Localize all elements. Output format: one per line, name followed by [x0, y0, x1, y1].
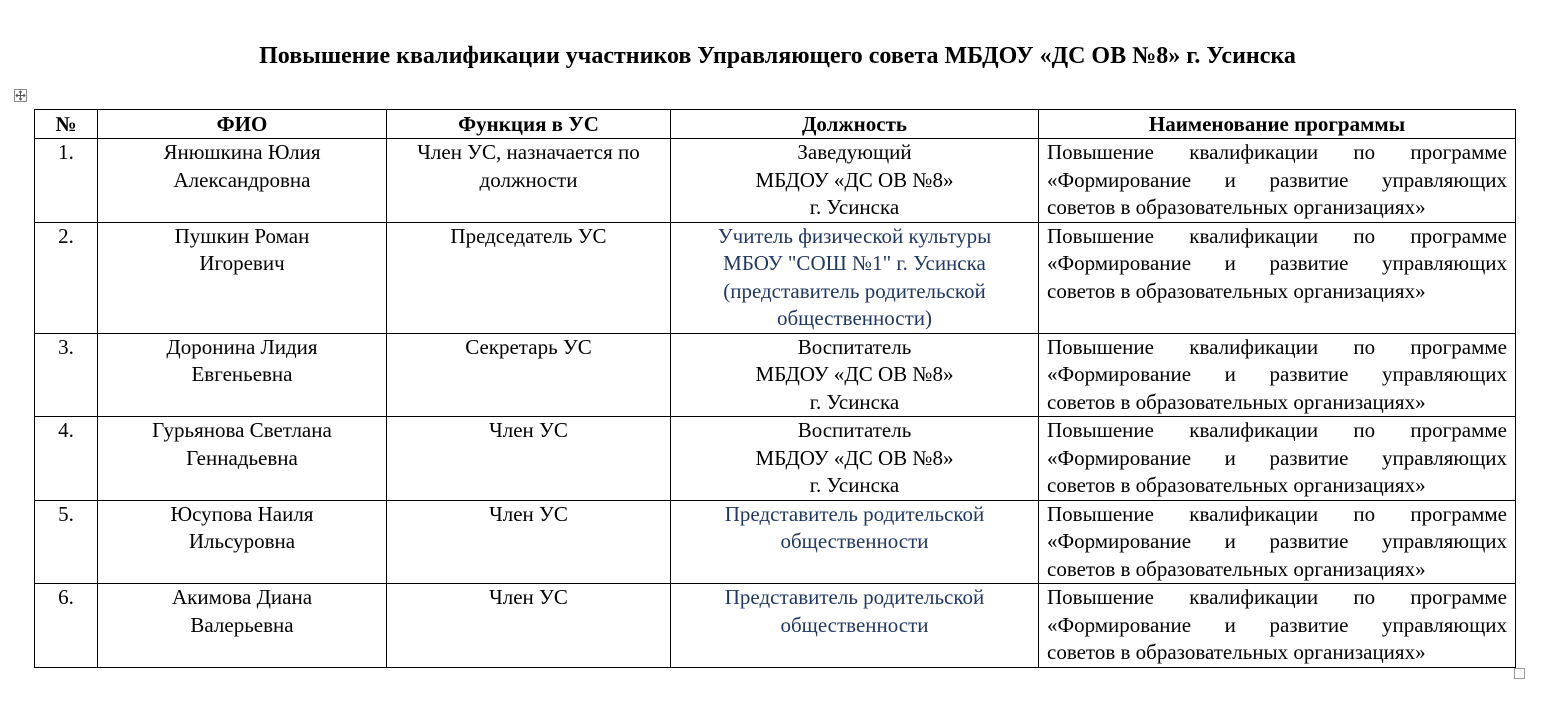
position-line: г. Усинска	[809, 195, 900, 219]
document-title: Повышение квалификации участников Управляющего совета МБДОУ «ДС ОВ №8» г. Усинска	[259, 43, 1296, 69]
members-table	[34, 109, 1516, 668]
fio-cell	[98, 417, 387, 501]
program-line: Повышение квалификации по программе	[1047, 140, 1507, 164]
program-cell	[1039, 500, 1516, 584]
position-line: МБДОУ «ДС ОВ №8»	[755, 445, 954, 470]
program-line: Повышение квалификации по программе	[1047, 585, 1507, 609]
function-cell	[387, 139, 671, 223]
fio-cell	[98, 584, 387, 668]
program-cell	[1039, 139, 1516, 223]
fio-line: Игоревич	[199, 251, 285, 275]
fio-cell	[98, 139, 387, 223]
position-line: общественности	[780, 529, 929, 553]
program-line: Повышение квалификации по программе	[1047, 418, 1507, 442]
row-number-cell: 5.	[35, 500, 98, 584]
program-line: «Формирование и развитие управляющих	[1047, 529, 1507, 553]
program-line: советов в образовательных организациях»	[1047, 389, 1426, 414]
program-cell	[1039, 417, 1516, 501]
table-row	[35, 500, 1516, 584]
header-number: №	[35, 110, 98, 139]
position-cell	[671, 500, 1039, 584]
fio-line: Александровна	[173, 167, 311, 192]
function-line: Член УС	[489, 501, 568, 526]
position-line: Учитель физической культуры	[717, 223, 992, 248]
function-cell	[387, 417, 671, 501]
position-line: (представитель родительской	[723, 278, 986, 303]
header-fio: ФИО	[98, 110, 387, 139]
header-position: Должность	[671, 110, 1039, 139]
program-line: Повышение квалификации по программе	[1047, 501, 1507, 526]
row-number-cell: 3.	[35, 333, 98, 417]
row-number-cell: 6.	[35, 584, 98, 668]
position-line: Воспитатель	[797, 418, 912, 442]
program-line: «Формирование и развитие управляющих	[1047, 445, 1507, 470]
function-line: должности	[479, 167, 578, 192]
position-line: г. Усинска	[809, 473, 900, 497]
table-row	[35, 417, 1516, 501]
position-cell	[671, 333, 1039, 417]
position-line: МБДОУ «ДС ОВ №8»	[755, 362, 954, 386]
position-line: г. Усинска	[809, 389, 900, 414]
position-line: МБДОУ «ДС ОВ №8»	[755, 167, 954, 192]
fio-cell	[98, 500, 387, 584]
program-line: «Формирование и развитие управляющих	[1047, 362, 1507, 386]
fio-cell	[98, 333, 387, 417]
program-line: Повышение квалификации по программе	[1047, 223, 1507, 248]
position-line: Заведующий	[797, 140, 912, 164]
fio-line: Пушкин Роман	[174, 223, 310, 248]
fio-line: Ильсуровна	[188, 529, 296, 553]
position-line: общественности	[780, 612, 929, 637]
position-line: МБОУ "СОШ №1" г. Усинска	[723, 251, 986, 275]
position-line: Воспитатель	[797, 334, 912, 359]
function-line: Член УС, назначается по	[417, 140, 640, 164]
row-number-cell: 2.	[35, 222, 98, 333]
table-header-row	[35, 110, 1516, 139]
position-cell	[671, 584, 1039, 668]
fio-line: Валерьевна	[190, 612, 294, 637]
function-line: Секретарь УС	[465, 334, 592, 359]
position-line: Представитель родительской	[724, 501, 985, 526]
program-line: Повышение квалификации по программе	[1047, 334, 1507, 359]
header-function: Функция в УС	[387, 110, 671, 139]
program-line: советов в образовательных организациях»	[1047, 278, 1426, 303]
function-line: Член УС	[489, 585, 568, 609]
fio-line: Юсупова Наиля	[170, 501, 314, 526]
program-line: советов в образовательных организациях»	[1047, 640, 1426, 664]
position-line: Представитель родительской	[724, 585, 985, 609]
function-cell	[387, 500, 671, 584]
function-cell	[387, 222, 671, 333]
fio-line: Янюшкина Юлия	[163, 140, 321, 164]
table-resize-handle-icon[interactable]	[1514, 668, 1525, 679]
table-row	[35, 584, 1516, 668]
table-row	[35, 139, 1516, 223]
program-cell	[1039, 333, 1516, 417]
program-line: советов в образовательных организациях»	[1047, 556, 1426, 581]
position-cell	[671, 139, 1039, 223]
program-line: «Формирование и развитие управляющих	[1047, 251, 1507, 275]
function-line: Председатель УС	[450, 223, 607, 248]
table-move-handle-icon[interactable]	[14, 89, 27, 102]
program-line: советов в образовательных организациях»	[1047, 473, 1426, 497]
header-program: Наименование программы	[1039, 110, 1516, 139]
program-line: советов в образовательных организациях»	[1047, 195, 1426, 219]
position-cell	[671, 222, 1039, 333]
function-cell	[387, 333, 671, 417]
program-line: «Формирование и развитие управляющих	[1047, 167, 1507, 192]
fio-line: Гурьянова Светлана	[152, 418, 332, 442]
fio-line: Акимова Диана	[171, 585, 313, 609]
position-line: общественности)	[776, 306, 933, 330]
row-number-cell: 1.	[35, 139, 98, 223]
position-cell	[671, 417, 1039, 501]
program-cell	[1039, 584, 1516, 668]
fio-cell	[98, 222, 387, 333]
function-line: Член УС	[489, 418, 568, 442]
fio-line: Доронина Лидия	[166, 334, 318, 359]
table-row	[35, 333, 1516, 417]
program-line: «Формирование и развитие управляющих	[1047, 612, 1507, 637]
function-cell	[387, 584, 671, 668]
program-cell	[1039, 222, 1516, 333]
fio-line: Евгеньевна	[191, 362, 293, 386]
table-row	[35, 222, 1516, 333]
row-number-cell: 4.	[35, 417, 98, 501]
fio-line: Геннадьевна	[186, 445, 298, 470]
